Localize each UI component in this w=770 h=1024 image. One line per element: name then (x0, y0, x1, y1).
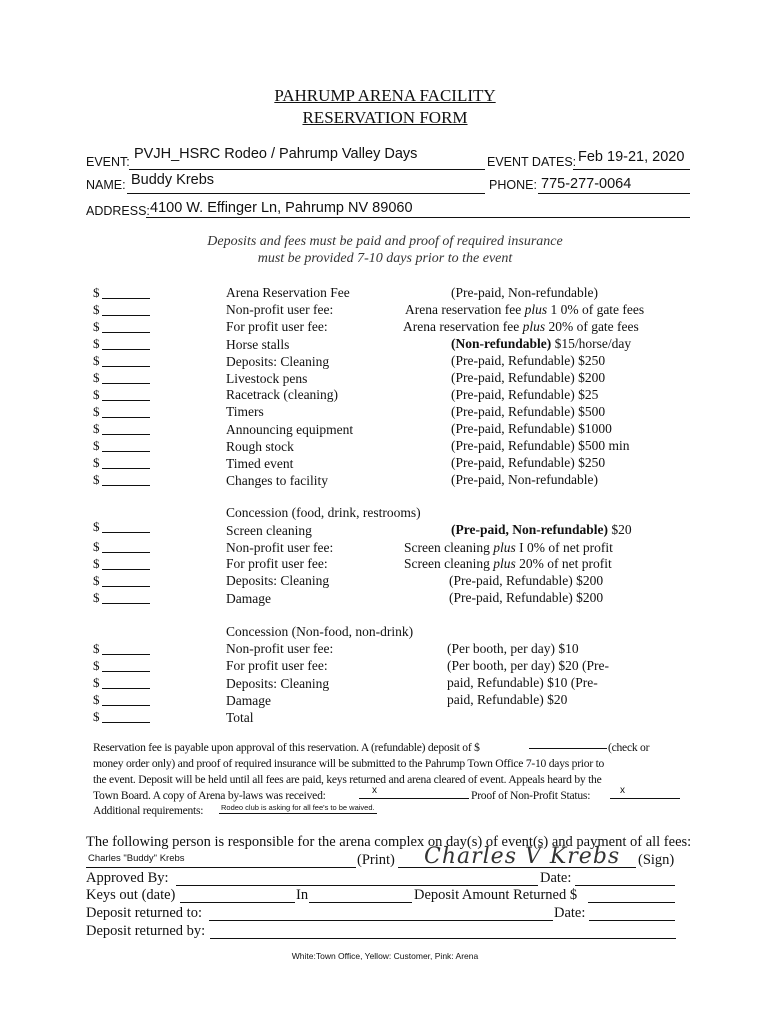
phone-label: PHONE: (489, 178, 537, 192)
event-dates-field[interactable]: Feb 19-21, 2020 (578, 149, 685, 165)
fee-terms: paid, Refundable) $20 (447, 692, 568, 707)
fee-item: Livestock pens (226, 371, 308, 386)
keys-in-field[interactable] (309, 902, 412, 903)
amount-field[interactable] (102, 688, 150, 689)
fee-item: Rough stock (226, 439, 294, 454)
amount-field[interactable] (102, 349, 150, 350)
fee-item: Non-profit user fee: (226, 641, 334, 656)
fee-item: Screen cleaning (226, 523, 312, 538)
dollar-sign: $ (93, 590, 100, 605)
name-field-line (127, 193, 485, 194)
event-field-line (129, 169, 485, 170)
amount-field[interactable] (102, 468, 150, 469)
amount-field[interactable] (102, 569, 150, 570)
amount-field[interactable] (102, 315, 150, 316)
paragraph-line2: money order only) and proof of required insurance will be submitted to the Pahrump Town Office 7-10 days prior to (93, 757, 605, 770)
fee-item: For profit user fee: (226, 658, 328, 673)
deposit-returned-to-label: Deposit returned to: (86, 905, 202, 921)
amount-field[interactable] (102, 451, 150, 452)
dollar-sign: $ (93, 472, 100, 487)
keys-out-field[interactable] (180, 902, 295, 903)
fee-terms: (Pre-paid, Refundable) $250 (451, 353, 606, 368)
deposit-amount-returned-field[interactable] (588, 902, 675, 903)
fee-item: Deposits: Cleaning (226, 676, 330, 691)
section-heading: Concession (food, drink, restrooms) (226, 505, 421, 520)
fee-item: Changes to facility (226, 473, 328, 488)
fee-item: For profit user fee: (226, 556, 328, 571)
form-title-line1: PAHRUMP ARENA FACILITY (274, 86, 496, 105)
fee-terms: (Pre-paid, Refundable) $500 min (451, 438, 630, 453)
fee-item: Deposits: Cleaning (226, 573, 330, 588)
fee-terms: (Pre-paid, Refundable) $1000 (451, 421, 612, 436)
dollar-sign: $ (93, 387, 100, 402)
fee-item: Timers (226, 404, 264, 419)
fee-item: Damage (226, 591, 271, 606)
fee-terms: (Pre-paid, Refundable) $200 (449, 573, 604, 588)
fee-terms: (Per booth, per day) $20 (Pre- (447, 658, 609, 673)
responsible-statement: The following person is responsible for the arena complex on day(s) of event(s) and payment of all fees: (86, 834, 692, 850)
amount-field[interactable] (102, 332, 150, 333)
fee-terms: (Pre-paid, Non-refundable) $20 (451, 522, 632, 537)
approved-date-label: Date: (540, 870, 572, 886)
dollar-sign: $ (93, 336, 100, 351)
name-label: NAME: (86, 178, 126, 192)
amount-field[interactable] (102, 586, 150, 587)
paragraph-line3: the event. Deposit will be held until all fees are paid, keys returned and arena cleared of event. Appeals heard by the (93, 773, 602, 786)
paragraph-line5a: Additional requirements: (93, 804, 204, 817)
notice-line1: Deposits and fees must be paid and proof of required insurance (207, 234, 563, 249)
amount-field[interactable] (102, 366, 150, 367)
dollar-sign: $ (93, 519, 100, 534)
fee-terms: (Per booth, per day) $10 (447, 641, 579, 656)
amount-field[interactable] (102, 552, 150, 553)
fee-terms: (Pre-paid, Refundable) $200 (449, 590, 604, 605)
amount-field[interactable] (102, 705, 150, 706)
dollar-sign: $ (93, 573, 100, 588)
paragraph-line4b: Proof of Non-Profit Status: (471, 789, 591, 802)
dollar-sign: $ (93, 302, 100, 317)
copy-distribution-footer: White:Town Office, Yellow: Customer, Pink: Arena (291, 951, 479, 961)
fee-item: Arena Reservation Fee (226, 285, 350, 300)
fee-item: For profit user fee: (226, 319, 328, 334)
fee-item: Damage (226, 693, 271, 708)
event-label: EVENT: (86, 155, 130, 169)
approved-by-label: Approved By: (86, 870, 169, 886)
nonprofit-status-field[interactable] (610, 798, 680, 799)
amount-field[interactable] (102, 485, 150, 486)
deposit-returned-to-field[interactable] (209, 920, 553, 921)
fee-terms: paid, Refundable) $10 (Pre- (447, 675, 598, 690)
deposit-returned-by-field[interactable] (210, 938, 676, 939)
bylaws-received-mark: x (372, 785, 377, 796)
amount-field[interactable] (102, 532, 150, 533)
dollar-sign: $ (93, 285, 100, 300)
fee-terms: (Non-refundable) $15/horse/day (451, 336, 632, 351)
fee-item: Timed event (226, 456, 294, 471)
print-name-line (86, 867, 356, 868)
fee-terms: (Pre-paid, Refundable) $250 (451, 455, 606, 470)
dollar-sign: $ (93, 692, 100, 707)
print-name-field[interactable]: Charles "Buddy" Krebs (88, 853, 185, 864)
dollar-sign: $ (93, 455, 100, 470)
amount-field[interactable] (102, 603, 150, 604)
form-title-line2: RESERVATION FORM (302, 108, 468, 127)
dollar-sign: $ (93, 404, 100, 419)
phone-field[interactable]: 775-277-0064 (541, 176, 632, 192)
fee-terms: Arena reservation fee plus 1 0% of gate fees (405, 302, 645, 317)
notice-line2: must be provided 7-10 days prior to the event (257, 251, 513, 266)
dollar-sign: $ (93, 319, 100, 334)
fee-terms: (Pre-paid, Non-refundable) (451, 472, 598, 487)
fee-terms: Screen cleaning plus I 0% of net profit (404, 540, 613, 555)
fee-terms: (Pre-paid, Refundable) $500 (451, 404, 606, 419)
paragraph-line1a: Reservation fee is payable upon approval of this reservation. A (refundable) deposit of $ (93, 741, 480, 754)
fee-item: Deposits: Cleaning (226, 354, 330, 369)
fee-terms: (Pre-paid, Non-refundable) (451, 285, 598, 300)
amount-field[interactable] (102, 298, 150, 299)
event-dates-label: EVENT DATES: (487, 155, 577, 169)
amount-field-total[interactable] (102, 722, 150, 723)
deposit-returned-date-field[interactable] (589, 920, 675, 921)
fee-terms: Screen cleaning plus 20% of net profit (404, 556, 612, 571)
fee-item: Non-profit user fee: (226, 302, 334, 317)
dollar-sign: $ (93, 641, 100, 656)
deposit-amount-returned-label: Deposit Amount Returned $ (414, 887, 578, 903)
address-field-line (146, 217, 690, 218)
event-dates-line (573, 169, 690, 170)
amount-field[interactable] (102, 400, 150, 401)
dollar-sign: $ (93, 556, 100, 571)
address-label: ADDRESS: (86, 204, 150, 218)
fee-item: Racetrack (cleaning) (226, 387, 339, 402)
paragraph-line1b: (check or (608, 741, 650, 754)
deposit-returned-date-label: Date: (554, 905, 586, 921)
name-field[interactable]: Buddy Krebs (131, 172, 215, 188)
fee-item-total: Total (226, 710, 254, 725)
fee-terms: (Pre-paid, Refundable) $200 (451, 370, 606, 385)
address-field[interactable]: 4100 W. Effinger Ln, Pahrump NV 89060 (150, 200, 413, 216)
dollar-sign: $ (93, 353, 100, 368)
dollar-sign: $ (93, 438, 100, 453)
amount-field[interactable] (102, 434, 150, 435)
dollar-sign: $ (93, 675, 100, 690)
additional-requirements-field[interactable]: Rodeo club is asking for all fee's to be waived. (221, 803, 375, 812)
deposit-amount-field[interactable] (529, 748, 607, 749)
amount-field[interactable] (102, 417, 150, 418)
bylaws-received-field[interactable] (359, 798, 469, 799)
keys-out-label: Keys out (date) (86, 887, 176, 903)
fee-terms: Arena reservation fee plus 20% of gate fees (403, 319, 639, 334)
additional-requirements-field-line (219, 813, 377, 814)
event-field[interactable]: PVJH_HSRC Rodeo / Pahrump Valley Days (134, 146, 418, 162)
dollar-sign: $ (93, 421, 100, 436)
fee-terms: (Pre-paid, Refundable) $25 (451, 387, 599, 402)
dollar-sign: $ (93, 658, 100, 673)
dollar-sign: $ (93, 709, 100, 724)
approved-by-field[interactable] (176, 885, 538, 886)
fee-item: Horse stalls (226, 337, 290, 352)
approved-date-field[interactable] (575, 885, 675, 886)
signature-field[interactable]: Charles V Krebs (424, 844, 621, 869)
amount-field[interactable] (102, 654, 150, 655)
sign-label: (Sign) (638, 852, 675, 868)
amount-field[interactable] (102, 383, 150, 384)
keys-in-label: In (296, 887, 309, 903)
fee-item: Announcing equipment (226, 422, 354, 437)
phone-field-line (538, 193, 690, 194)
deposit-returned-by-label: Deposit returned by: (86, 923, 206, 939)
paragraph-line4a: Town Board. A copy of Arena by-laws was received: (93, 789, 326, 802)
print-label: (Print) (357, 852, 395, 868)
fee-item: Non-profit user fee: (226, 540, 334, 555)
dollar-sign: $ (93, 539, 100, 554)
amount-field[interactable] (102, 671, 150, 672)
nonprofit-status-mark: x (620, 785, 625, 796)
dollar-sign: $ (93, 370, 100, 385)
section-heading: Concession (Non-food, non-drink) (226, 624, 414, 639)
